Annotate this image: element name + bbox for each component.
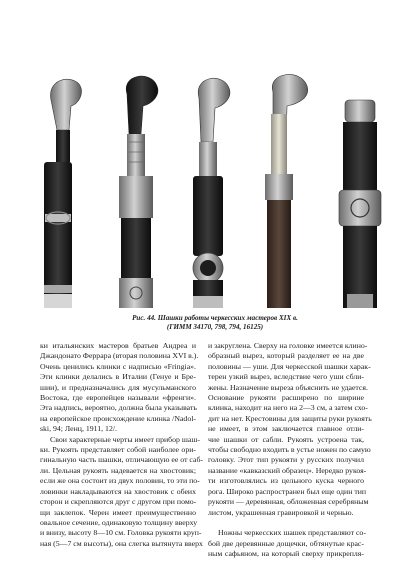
text-line: чие шашки от сабли. Рукоять устроена так, [208, 434, 364, 444]
text-line: клинка, находит на него на 2—3 см, а затем схо- [208, 403, 368, 413]
text-line: ным сафьяном, на который сверху прикрепля- [208, 549, 364, 559]
text-line: не имеет, в этом заключается главное отли- [208, 424, 364, 434]
text-line: ки итальянских мастеров братьев Андреа и [40, 341, 196, 350]
text-line: Джандонато Феррара (вторая половина XVI в.). [40, 351, 199, 361]
text-line: сторон и скрепляются друг с другом при помо- [40, 497, 197, 507]
text-line: листом, украшенная гравировкой и чернью. [208, 507, 354, 517]
text-line: Востока, где европейцев называли «френги». [40, 393, 196, 403]
text-line: Свои характерные черты имеет прибор шаш- [50, 434, 200, 444]
shashka-3 [193, 78, 230, 308]
right-text-column [208, 341, 372, 560]
shashka-photo [39, 72, 393, 310]
text-line [208, 518, 364, 528]
caption-line-2: (ГИММ 34170, 798, 794, 16125) [166, 323, 264, 331]
shashka-illustration [39, 72, 393, 310]
text-line: чтобы свободно входить в устье ножен по самую [208, 445, 371, 455]
text-line: название «кавказский образец». Нередко рукоя- [208, 465, 367, 475]
shashka-5 [339, 100, 381, 308]
text-line: рога. Широко распространен был еще один тип [208, 486, 367, 496]
text-line: жены. Назначение выреза объяснить не удается. [208, 382, 368, 392]
text-line: ная (5—7 см высоты), она слегка вытянута вверх [40, 538, 203, 548]
text-line: Очень ценились клинки с надписью «Fringia». [40, 361, 196, 371]
text-line: ки. Рукоять представляет собой наиболее ори- [40, 445, 196, 455]
text-line: Ножны черкесских шашек представляют со- [218, 528, 366, 538]
text-line: шии), и предназначались для мусульманского [40, 382, 196, 392]
text-line: головку. Этот тип рукояти у русских получил [208, 455, 364, 465]
text-line: Эта надпись, вероятно, должна была указывать [40, 403, 197, 413]
text-line: на европейское происхождение клинка /Nadol- [40, 413, 196, 423]
left-text-column [40, 341, 204, 549]
text-line: Эти клинки делались в Италии (Генуе и Бре- [40, 372, 196, 382]
text-line: щи заклепок. Черен имеет преимущественно [40, 507, 196, 517]
text-line: бой две деревянные дощечки, обтянутые крас- [208, 538, 364, 548]
shashka-2 [119, 76, 158, 308]
text-line: дит на нет. Крестовины для защиты руки рукоять [208, 413, 372, 423]
text-line: ти изготовлялись из цельного куска черного [208, 476, 364, 486]
text-line: ли. Цельная рукоять надевается на хвостовик; [40, 465, 196, 475]
text-line: если же она состоит из двух половин, то эти по- [40, 476, 200, 486]
shashka-4 [265, 75, 308, 308]
text-line: Основание рукояти расширено по ширине [208, 393, 364, 403]
text-line: рукояти — деревянная, обложенная серебряным [208, 497, 369, 507]
text-line: терен узкий вырез, вследствие чего уши сбли- [208, 372, 364, 382]
text-line: ski, 94; Ленц, 1911, 12/. [40, 424, 117, 434]
text-line: гинальную часть шашки, отличающую ее от саб- [40, 455, 204, 465]
figure-caption [60, 314, 370, 332]
text-line: половины — уши. Для черкесской шашки харак- [208, 361, 371, 371]
text-line: ловинки накладываются на хвостовик с обеих [40, 486, 196, 496]
caption-line-1: Рис. 44. Шашки работы черкесских мастеров XIX в. [132, 314, 298, 322]
shashka-1 [44, 79, 81, 308]
text-line: и закруглена. Сверху на головке имеется клино- [208, 341, 368, 350]
text-line: и внизу, высоту 8—10 см. Головка рукояти круп- [40, 528, 202, 538]
text-line: образный вырез, который разделяет ее на две [208, 351, 364, 361]
text-line: овальное сечение, одинаковую толщину вверху [40, 517, 198, 527]
